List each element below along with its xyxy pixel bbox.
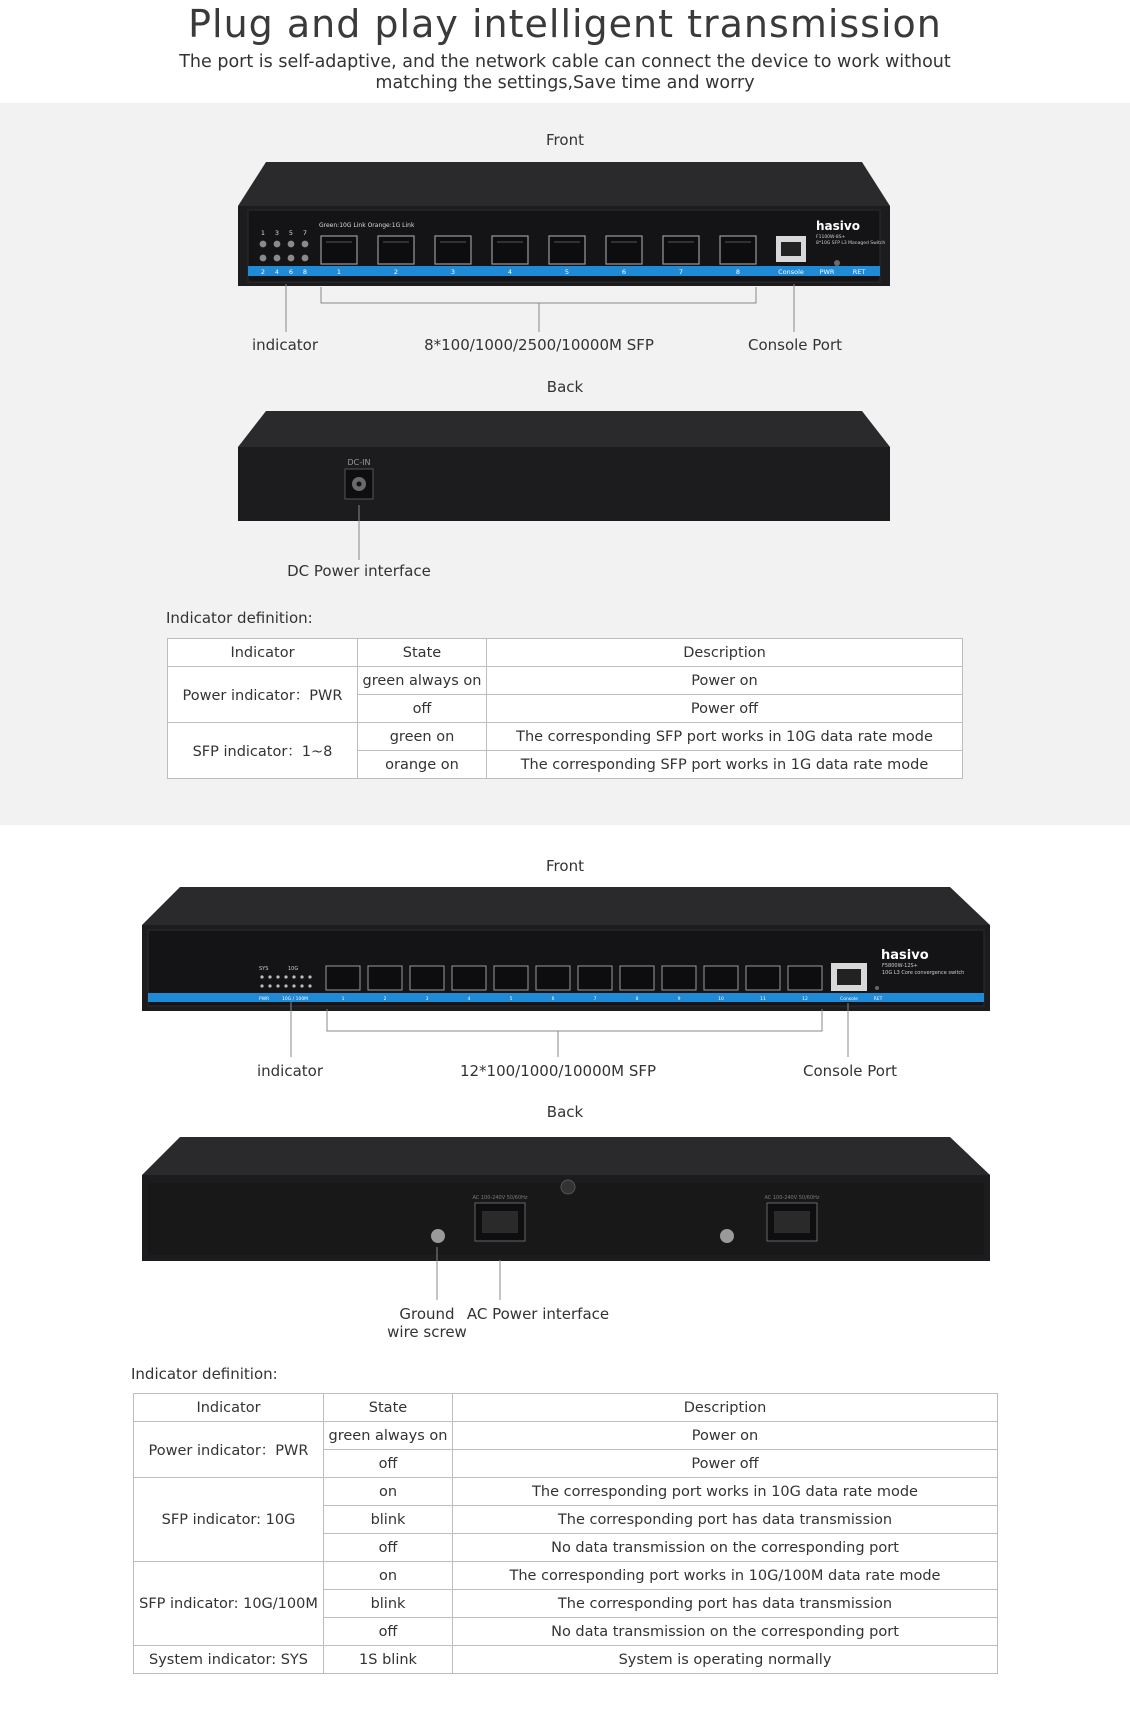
device1-led-num-top: 7 xyxy=(302,229,308,237)
state-cell: green always on xyxy=(358,667,487,695)
device1-model-desc: 8*10G SFP L3 Managed Switch xyxy=(816,241,886,246)
device1-led-num-top: 5 xyxy=(288,229,294,237)
device2-back-label: Back xyxy=(546,1103,584,1121)
description-cell: No data transmission on the corresponding port xyxy=(453,1534,998,1562)
device1-console-callout: Console Port xyxy=(747,336,843,354)
device2-port-number: 2 xyxy=(383,997,387,1002)
subtitle-line-2: matching the settings,Save time and worry xyxy=(375,73,755,93)
device2-model-desc: 10G L3 Core convergence switch xyxy=(882,970,965,976)
description-cell: The corresponding port works in 10G data rate mode xyxy=(453,1478,998,1506)
device2-definition-title: Indicator definition: xyxy=(131,1365,278,1383)
device1-port-number: 6 xyxy=(621,268,627,276)
table-header: Description xyxy=(453,1394,998,1422)
state-cell: off xyxy=(324,1534,453,1562)
device1-console-text: Console xyxy=(778,268,804,276)
device2-port-number: 4 xyxy=(467,997,471,1002)
device1-dcin-text: DC-IN xyxy=(347,458,371,467)
device2-console-callout: Console Port xyxy=(802,1062,898,1080)
device1-port-number: 2 xyxy=(393,268,399,276)
indicator-cell: Power indicator：PWR xyxy=(134,1422,324,1478)
state-cell: off xyxy=(324,1450,453,1478)
device1-port-number: 4 xyxy=(507,268,513,276)
table-header: Description xyxy=(487,639,963,667)
table-header: Indicator xyxy=(134,1394,324,1422)
device2-front-label: Front xyxy=(546,857,584,875)
device1-model: F1100W-8S+ xyxy=(816,235,846,240)
state-cell: 1S blink xyxy=(324,1646,453,1674)
device2-port-number: 5 xyxy=(509,997,513,1002)
indicator-cell: Power indicator：PWR xyxy=(168,667,358,723)
ground-callout-line-1: Ground xyxy=(399,1305,455,1323)
indicator-cell: SFP indicator: 10G xyxy=(134,1478,324,1562)
device2-ac-text: AC 100-240V 50/60Hz xyxy=(472,1195,528,1201)
state-cell: orange on xyxy=(358,751,487,779)
subtitle-line-1: The port is self-adaptive, and the network cable can connect the device to work without xyxy=(179,52,951,72)
device2-led-group-text: 10G xyxy=(288,966,299,972)
state-cell: blink xyxy=(324,1590,453,1618)
state-cell: on xyxy=(324,1562,453,1590)
device2-pwr-text: PWR xyxy=(259,997,270,1002)
table-header: Indicator xyxy=(168,639,358,667)
device2-model: F5800W-12S+ xyxy=(882,963,918,969)
state-cell: off xyxy=(358,695,487,723)
table-header: State xyxy=(358,639,487,667)
device2-sys-text: SYS xyxy=(259,966,269,972)
device2-sfp-callout: 12*100/1000/10000M SFP xyxy=(459,1062,657,1080)
description-cell: The corresponding SFP port works in 1G data rate mode xyxy=(487,751,963,779)
device1-led-num-bottom: 6 xyxy=(288,268,294,276)
device1-front-label: Front xyxy=(546,131,584,149)
device1-sfp-callout: 8*100/1000/2500/10000M SFP xyxy=(424,336,654,354)
description-cell: The corresponding SFP port works in 10G data rate mode xyxy=(487,723,963,751)
device2-port-number: 3 xyxy=(425,997,429,1002)
device2-ac-power-callout: AC Power interface xyxy=(466,1305,610,1323)
device2-ret-text: RET xyxy=(873,997,883,1002)
description-cell: Power off xyxy=(453,1450,998,1478)
description-cell: The corresponding port has data transmission xyxy=(453,1506,998,1534)
state-cell: green on xyxy=(358,723,487,751)
description-cell: Power on xyxy=(453,1422,998,1450)
device2-console-text: Console xyxy=(840,997,858,1002)
device2-ac-text: AC 100-240V 50/60Hz xyxy=(764,1195,820,1201)
indicator-cell: SFP indicator：1~8 xyxy=(168,723,358,779)
table-row xyxy=(134,1422,998,1450)
description-cell: Power off xyxy=(487,695,963,723)
state-cell: on xyxy=(324,1478,453,1506)
device1-port-number: 7 xyxy=(678,268,684,276)
device1-led-num-top: 1 xyxy=(260,229,266,237)
device2-port-number: 12 xyxy=(802,997,808,1002)
description-cell: Power on xyxy=(487,667,963,695)
device1-back-label: Back xyxy=(546,378,584,396)
device1-dc-power-callout: DC Power interface xyxy=(287,562,431,580)
device2-brand-logo: hasivo xyxy=(881,948,929,963)
device1-port-number: 5 xyxy=(564,268,570,276)
description-cell: System is operating normally xyxy=(453,1646,998,1674)
device1-ret-text: RET xyxy=(852,268,866,276)
device1-pwr-text: PWR xyxy=(819,268,835,276)
ground-callout-line-2: wire screw xyxy=(387,1323,467,1341)
device1-led-num-top: 3 xyxy=(274,229,280,237)
description-cell: The corresponding port works in 10G/100M data rate mode xyxy=(453,1562,998,1590)
device2-port-number: 1 xyxy=(341,997,345,1002)
device2-indicator-callout: indicator xyxy=(256,1062,324,1080)
indicator-cell: SFP indicator: 10G/100M xyxy=(134,1562,324,1646)
device1-indicator-callout: indicator xyxy=(251,336,319,354)
table-row xyxy=(134,1646,998,1674)
device2-led-bottom-text: 10G / 100M xyxy=(282,997,309,1002)
state-cell: blink xyxy=(324,1506,453,1534)
device1-definition-title: Indicator definition: xyxy=(166,609,313,627)
device2-port-number: 9 xyxy=(677,997,681,1002)
device1-led-num-bottom: 4 xyxy=(274,268,280,276)
indicator-cell: System indicator: SYS xyxy=(134,1646,324,1674)
table-row xyxy=(134,1562,998,1590)
description-cell: The corresponding port has data transmission xyxy=(453,1590,998,1618)
device1-led-num-bottom: 8 xyxy=(302,268,308,276)
device2-indicator-table xyxy=(133,1393,998,1674)
state-cell: green always on xyxy=(324,1422,453,1450)
device1-port-number: 3 xyxy=(450,268,456,276)
device2-port-number: 11 xyxy=(760,997,766,1002)
page-title: Plug and play intelligent transmission xyxy=(188,2,942,46)
device2-port-number: 7 xyxy=(593,997,597,1002)
table-header: State xyxy=(324,1394,453,1422)
device2-ground-callout xyxy=(387,1305,467,1341)
device2-port-number: 6 xyxy=(551,997,555,1002)
device2-port-number: 10 xyxy=(718,997,724,1002)
device1-port-number: 8 xyxy=(735,268,741,276)
device1-link-legend: Green:10G Link Orange:1G Link xyxy=(319,222,415,229)
device1-led-num-bottom: 2 xyxy=(260,268,266,276)
description-cell: No data transmission on the corresponding port xyxy=(453,1618,998,1646)
table-row xyxy=(134,1478,998,1506)
device2-port-number: 8 xyxy=(635,997,639,1002)
state-cell: off xyxy=(324,1618,453,1646)
device1-brand-logo: hasivo xyxy=(816,219,860,233)
device1-port-number: 1 xyxy=(336,268,342,276)
